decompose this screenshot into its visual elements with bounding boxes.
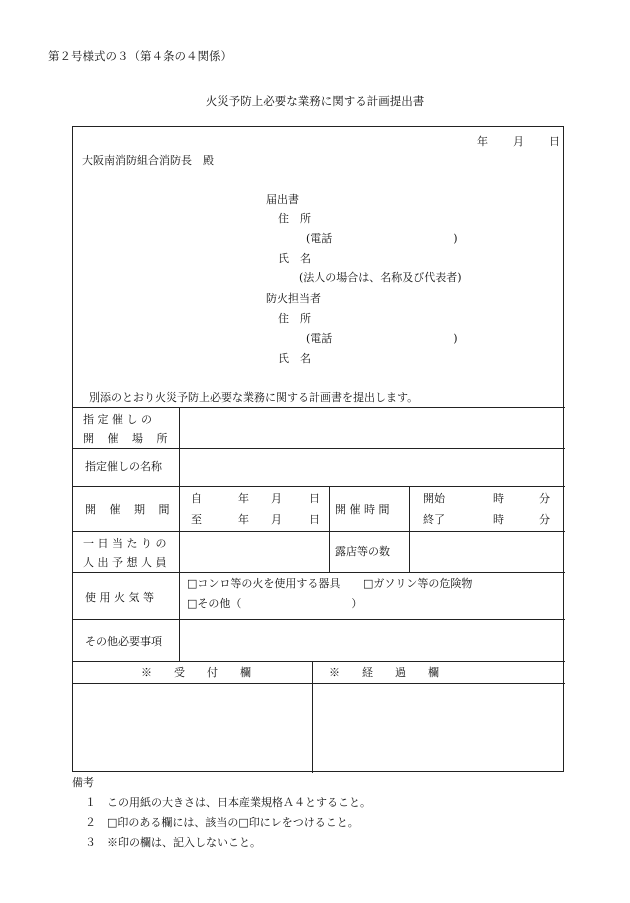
fire-manager-phone-label: (電話 ) [306, 332, 458, 345]
date-day: 日 [549, 135, 560, 148]
to-year: 年 [238, 513, 249, 526]
from-day: 日 [309, 492, 320, 505]
fire-manager-name-label: 氏 名 [278, 352, 311, 365]
divider [73, 619, 565, 620]
start-minute: 分 [539, 492, 550, 505]
divider [409, 486, 410, 531]
corporation-note: (法人の場合は、名称及び代表者) [299, 271, 462, 284]
from-label: 自 [191, 492, 202, 505]
fire-manager-heading: 防火担当者 [266, 292, 321, 305]
reception-label: ※ 受 付 欄 [141, 666, 251, 679]
to-day: 日 [309, 513, 320, 526]
start-hour: 時 [493, 492, 504, 505]
form-table [72, 126, 564, 772]
to-label: 至 [191, 513, 202, 526]
submitter-heading: 届出書 [266, 193, 299, 206]
divider [73, 661, 565, 662]
divider [73, 448, 565, 449]
divider [73, 486, 565, 487]
divider [329, 531, 330, 572]
fire-manager-address-label: 住 所 [278, 312, 311, 325]
submitter-phone-label: (電話 ) [306, 232, 458, 245]
from-month: 月 [271, 492, 282, 505]
stalls-label: 露店等の数 [335, 545, 390, 558]
hours-label: 開 催 時 間 [335, 503, 390, 516]
to-month: 月 [271, 513, 282, 526]
divider [73, 531, 565, 532]
note-item: １ この用紙の大きさは、日本産業規格Ａ４とすること。 [85, 796, 371, 809]
date-month: 月 [513, 135, 524, 148]
divider [312, 661, 313, 773]
start-label: 開始 [423, 492, 445, 505]
progress-label: ※ 経 過 欄 [329, 666, 439, 679]
submitter-name-label: 氏 名 [278, 252, 311, 265]
notes-heading: 備考 [72, 776, 94, 789]
daily-label-line2: 人 出 予 想 人 員 [83, 556, 167, 569]
venue-label-line1: 指 定 催 し の [83, 413, 152, 426]
note-item: ３ ※印の欄は、記入しないこと。 [85, 836, 261, 849]
end-minute: 分 [539, 513, 550, 526]
divider [73, 407, 565, 408]
date-year: 年 [477, 135, 488, 148]
fire-option-stove[interactable]: □コンロ等の火を使用する器具 [187, 577, 341, 590]
divider [179, 407, 180, 661]
from-year: 年 [238, 492, 249, 505]
fire-option-other[interactable]: □その他（ ） [187, 597, 363, 610]
event-name-label: 指定催しの名称 [85, 460, 162, 473]
divider [409, 531, 410, 572]
document-title: 火災予防上必要な業務に関する計画提出書 [205, 94, 425, 108]
statement: 別添のとおり火災予防上必要な業務に関する計画書を提出します。 [89, 391, 419, 404]
fire-use-label: 使 用 火 気 等 [85, 591, 154, 604]
other-label: その他必要事項 [85, 635, 162, 648]
end-label: 終了 [423, 513, 445, 526]
addressee: 大阪南消防組合消防長 殿 [82, 154, 214, 167]
divider [329, 486, 330, 531]
form-reference: 第２号様式の３（第４条の４関係） [48, 49, 232, 63]
end-hour: 時 [493, 513, 504, 526]
submitter-address-label: 住 所 [278, 212, 311, 225]
divider [73, 683, 565, 684]
daily-label-line1: 一 日 当 た り の [83, 537, 167, 550]
fire-option-gasoline[interactable]: □ガソリン等の危険物 [363, 577, 473, 590]
divider [73, 572, 565, 573]
venue-label-line2: 開 催 場 所 [83, 432, 173, 445]
note-item: ２ □印のある欄には、該当の□印にレをつけること。 [85, 816, 359, 829]
period-label: 開 催 期 間 [85, 503, 175, 516]
